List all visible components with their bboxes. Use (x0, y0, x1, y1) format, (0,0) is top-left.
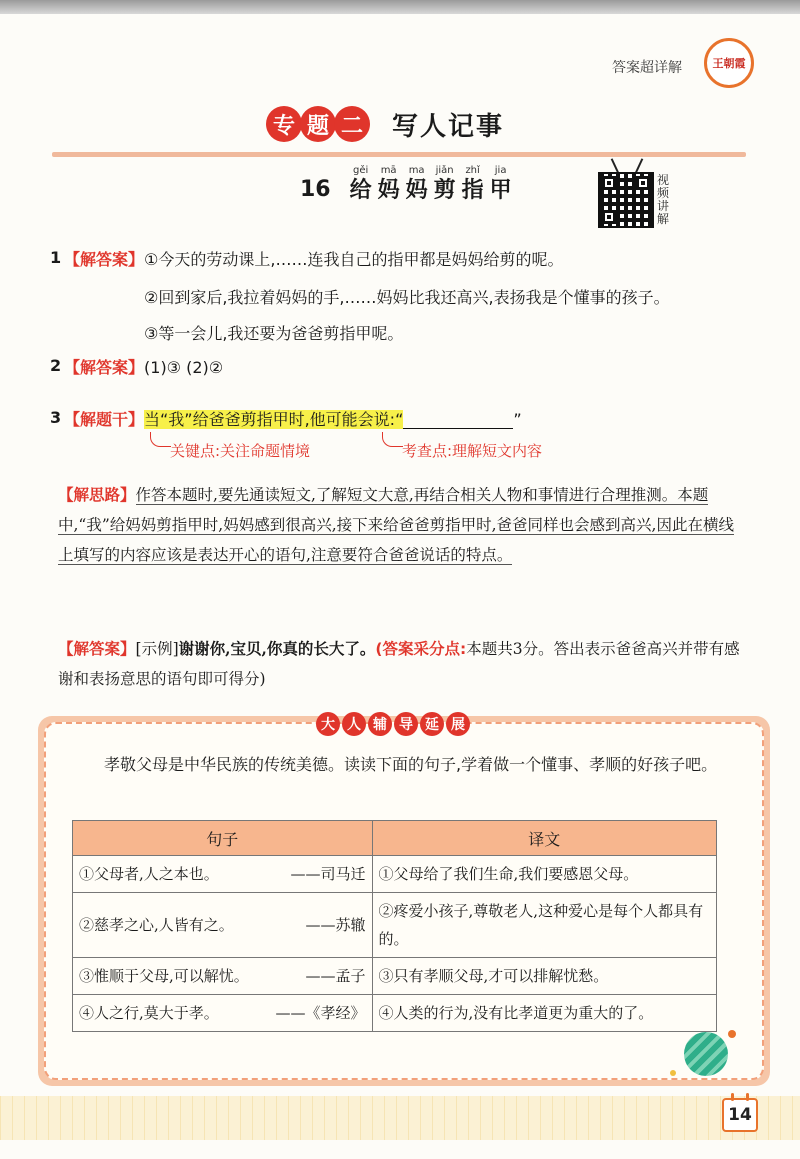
table-row (73, 893, 717, 958)
sentence: ①父母者,人之本也。 (79, 865, 219, 883)
topic-main-title: 写人记事 (392, 111, 505, 142)
column-header: 句子 (73, 821, 373, 856)
qr-finder (636, 176, 650, 190)
hanzi: 妈 (405, 178, 428, 203)
q1-answer-line (64, 248, 563, 272)
author: ——孟子 (305, 967, 366, 985)
extension-title-char: 导 (394, 712, 418, 736)
answer-text: ②回到家后,我拉着妈妈的手,……妈妈比我还高兴,表扬我是个懂事的孩子。 (144, 288, 670, 307)
topic-badge-char: 二 (334, 106, 370, 142)
page-number: 14 (722, 1098, 758, 1132)
ruby-char (403, 164, 431, 205)
question-number: 3 (50, 408, 62, 427)
ruby-char (459, 164, 487, 205)
sentence: ④人之行,莫大于孝。 (79, 1004, 219, 1022)
thinking-text: 作答本题时,要先通读短文,了解短文大意,再结合相关人物和事情进行合理推测。本题中,“我”给妈妈剪指甲时,妈妈感到很高兴,接下来给爸爸剪指甲时,爸爸同样也会感到高兴,因此在横线上填写的内容应该是表达开心的语句,注意要符合爸爸说话的特点。 (58, 486, 734, 564)
answer-text: 谢谢你,宝贝,你真的长大了。 (178, 639, 376, 658)
answer-tag: 【解答案】 (64, 358, 145, 377)
hint-arrow-icon (382, 432, 403, 447)
sayings-table (72, 820, 717, 1032)
hint-arrow-icon (150, 432, 171, 447)
top-strip (0, 0, 800, 14)
brand-seal-logo (704, 38, 754, 88)
table-row (73, 856, 717, 893)
qr-code-icon[interactable] (598, 172, 654, 228)
translation-cell: ④人类的行为,没有比孝道更为重大的了。 (372, 995, 716, 1032)
extension-title-char: 人 (342, 712, 366, 736)
brand-tag: 答案超详解 (612, 60, 682, 76)
qr-label: 视频讲解 (657, 173, 670, 226)
title-divider (52, 152, 746, 157)
pinyin: jia (494, 165, 507, 176)
extension-title-char: 辅 (368, 712, 392, 736)
key-point-hint: 关键点:关注命题情境 (170, 442, 311, 460)
example-label: [示例] (135, 640, 179, 658)
sentence-cell (73, 958, 373, 995)
answer-blank (403, 412, 513, 429)
stem-tag: 【解题干】 (64, 410, 145, 429)
score-text: 本题共3分。答出表示爸爸高兴并带有感谢和表扬意思的语句即可得分) (58, 640, 740, 688)
lesson-number: 16 (300, 177, 331, 202)
hanzi: 妈 (377, 178, 400, 203)
table-header-row (73, 821, 717, 856)
decorative-dot-icon (728, 1030, 736, 1038)
ruby-char (375, 164, 403, 205)
sentence-cell (73, 856, 373, 893)
question-number: 1 (50, 248, 62, 267)
stem-end: ” (513, 410, 522, 429)
decorative-ball-icon (684, 1032, 728, 1076)
question-stem: 当“我”给爸爸剪指甲时,他可能会说:“ (144, 410, 404, 429)
translation-cell: ②疼爱小孩子,尊敬老人,这种爱心是每个人都具有的。 (372, 893, 716, 958)
translation-cell: ①父母给了我们生命,我们要感恩父母。 (372, 856, 716, 893)
ruby-char (431, 164, 459, 205)
answer-tag: 【解答案】 (64, 250, 145, 269)
sentence-cell (73, 893, 373, 958)
table-row (73, 958, 717, 995)
lesson-title-text (347, 164, 515, 205)
pinyin: jiǎn (435, 165, 454, 176)
answer-tag: 【解答案】 (58, 640, 136, 658)
solution-thinking (58, 480, 748, 570)
sentence: ③惟顺于父母,可以解忧。 (79, 967, 249, 985)
column-header: 译文 (372, 821, 716, 856)
extension-title-char: 大 (316, 712, 340, 736)
topic-badge-char: 题 (300, 106, 336, 142)
answer-text: (1)③ (2)② (144, 358, 224, 377)
author: ——苏辙 (305, 916, 366, 934)
extension-title-char: 展 (446, 712, 470, 736)
qr-finder (602, 210, 616, 224)
extension-intro: 孝敬父母是中华民族的传统美德。读读下面的句子,学着做一个懂事、孝顺的好孩子吧。 (104, 755, 718, 774)
thinking-tag: 【解思路】 (58, 486, 136, 504)
lesson-title (300, 164, 515, 205)
sentence-cell (73, 995, 373, 1032)
question-number: 2 (50, 356, 62, 375)
q3-answer (58, 634, 748, 694)
pinyin: mā (380, 165, 397, 176)
topic-badge-char: 专 (266, 106, 302, 142)
bottom-decoration-band (0, 1096, 800, 1140)
hanzi: 给 (349, 178, 372, 203)
pinyin: gěi (352, 165, 369, 176)
topic-badge (266, 106, 368, 142)
extension-title-char: 延 (420, 712, 444, 736)
author: ——司马迁 (290, 865, 366, 883)
ruby-char (487, 164, 515, 205)
seal-text: 王朝霞 (712, 57, 746, 70)
hanzi: 剪 (433, 178, 456, 203)
hanzi: 甲 (489, 178, 512, 203)
answer-text: ③等一会儿,我还要为爸爸剪指甲呢。 (144, 324, 404, 343)
translation-cell: ③只有孝顺父母,才可以排解忧愁。 (372, 958, 716, 995)
test-point-hint: 考查点:理解短文内容 (402, 442, 543, 460)
qr-finder (602, 176, 616, 190)
q3-stem-line (64, 408, 522, 432)
pinyin: ma (408, 165, 425, 176)
sentence: ②慈孝之心,人皆有之。 (79, 916, 234, 934)
score-tag: (答案采分点: (375, 640, 467, 658)
extension-title (316, 712, 472, 736)
ruby-char (347, 164, 375, 205)
answer-text: ①今天的劳动课上,……连我自己的指甲都是妈妈给剪的呢。 (144, 250, 564, 269)
author: ——《孝经》 (275, 1004, 366, 1022)
hanzi: 指 (461, 178, 484, 203)
topic-title (266, 102, 504, 146)
table-row (73, 995, 717, 1032)
q2-answer-line (64, 356, 223, 380)
pinyin: zhǐ (465, 165, 480, 176)
decorative-dot-icon (670, 1070, 676, 1076)
